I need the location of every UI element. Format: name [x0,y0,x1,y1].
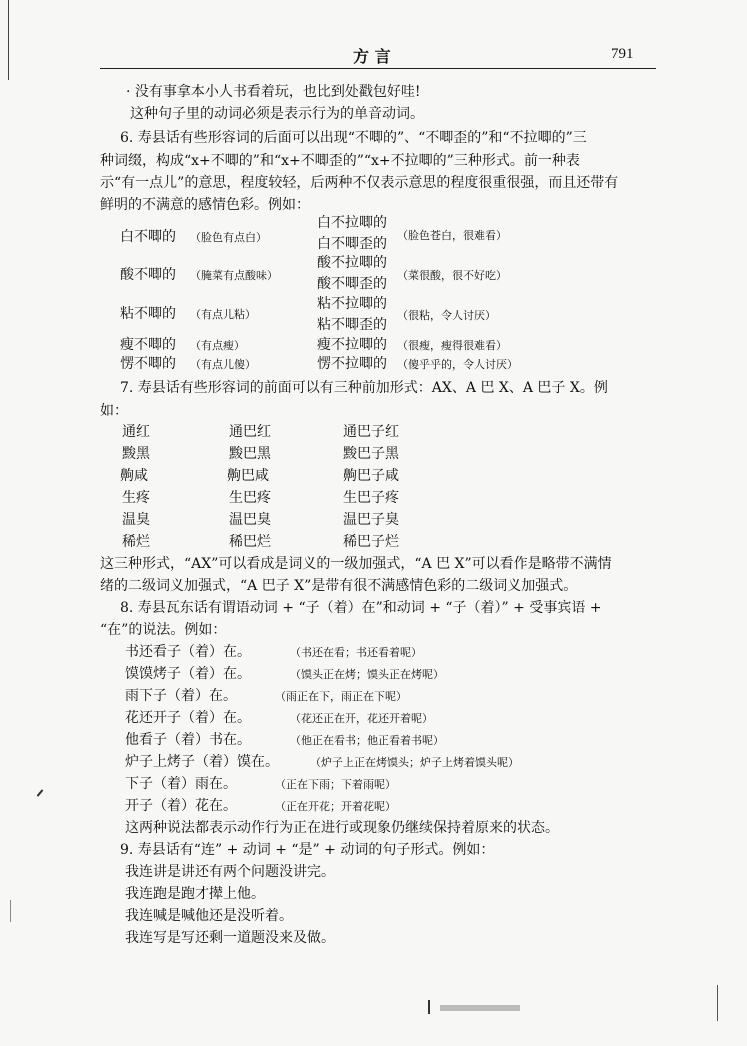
example-gloss: （炉子上正在烤馍头；炉子上烤着馍头呢） [310,756,519,769]
prefix-form: 黢黑 [122,446,150,462]
body-line: “在”的说法。例如： [100,622,227,638]
scan-margin-line [717,985,718,1021]
adj-word: 白不唧的 [120,229,176,245]
prefix-form: 生巴疼 [229,490,271,506]
body-line: 我连写是写还剩一道题没来及做。 [125,930,335,946]
body-line: 这两种说法都表示动作行为正在进行或现象仍继续保持着原来的状态。 [125,820,559,836]
page-title: 方 言 [353,47,391,66]
body-line: 我连讲是讲还有两个问题没讲完。 [125,864,335,880]
example-sentence: 下子（着）雨在。 [125,776,237,792]
header-divider [100,68,656,69]
example-gloss: （馍头正在烤；馍头正在烤呢） [290,668,444,681]
example-sentence: 书还看子（着）在。 [125,644,251,660]
example-gloss: （正在开花；开着花呢） [275,800,396,813]
adj-gloss: （菜很酸，很不好吃） [397,269,507,282]
prefix-form: 温巴子臭 [343,512,399,528]
prefix-form: 通巴红 [229,424,271,440]
example-sentence: 花还开子（着）在。 [125,710,251,726]
body-line: 这三种形式，“AX”可以看成是词义的一级加强式，“A 巴 X”可以看作是略带不满情 [100,556,612,572]
prefix-form: 稀巴子烂 [343,534,399,550]
body-line: 9. 寿县话有“连” + 动词 + “是” + 动词的句子形式。例如： [120,842,495,858]
adj-gloss: （很瘦，瘦得很难看） [397,339,507,352]
adj-gloss: （有点儿傻） [190,358,256,371]
example-sentence: 开子（着）花在。 [125,798,237,814]
body-line: 示“有一点儿”的意思，程度较轻，后两种不仅表示意思的程度很重很强，而且还带有 [100,175,619,191]
body-line: 鲜明的不满意的感情色彩。例如： [100,197,310,213]
body-line: 6. 寿县话有些形容词的后面可以出现“不唧的”、“不唧歪的”和“不拉唧的”三 [120,130,587,146]
adj-word: 酸不唧的 [120,267,176,283]
prefix-form: 黢巴子黑 [343,446,399,462]
prefix-form: 齁咸 [120,468,148,484]
adj-gloss: （很粘，令人讨厌） [397,309,496,322]
adj-gloss: （脸色有点白） [190,231,267,244]
adj-word: 酸不唧歪的 [317,276,387,292]
body-line: 这种句子里的动词必须是表示行为的单音动词。 [130,106,424,122]
adj-gloss: （有点瘦） [190,339,245,352]
prefix-form: 温巴臭 [229,512,271,528]
prefix-form: 稀烂 [122,534,150,550]
body-line: 如： [100,403,128,419]
adj-word: 粘不唧歪的 [317,317,387,333]
prefix-form: 生疼 [122,490,150,506]
body-line: 种词缀，构成“x+不唧的”和“x+不唧歪的”“x+不拉唧的”三种形式。前一种表 [100,153,580,169]
prefix-form: 稀巴烂 [229,534,271,550]
scan-margin-line [8,0,9,80]
body-line: 7. 寿县话有些形容词的前面可以有三种前加形式：AX、A 巴 X、A 巴子 X。例 [120,380,608,396]
prefix-form: 通红 [122,424,150,440]
example-gloss: （花还正在开，花还开着呢） [290,712,433,725]
example-gloss: （他正在看书；他正看着书呢） [290,734,444,747]
scan-mark [428,1000,430,1014]
body-line: 绪的二级词义加强式，“A 巴子 X”是带有很不满感情色彩的二级词义加强式。 [100,578,578,594]
prefix-form: 齁巴咸 [227,468,269,484]
adj-gloss: （脸色苍白，很难看） [397,229,507,242]
example-gloss: （书还在看；书还看着呢） [290,646,422,659]
adj-gloss: （腌菜有点酸味） [190,269,278,282]
body-line: 我连喊是喊他还是没听着。 [125,908,293,924]
example-sentence: 炉子上烤子（着）馍在。 [125,754,279,770]
body-line: 8. 寿县瓦东话有谓语动词 + “子（着）在”和动词 + “子（着）” + 受事宾语 + [120,600,602,616]
body-line: · 没有事拿本小人书看着玩，也比到处戳包好哇! [126,84,421,100]
adj-word: 愣不唧的 [120,356,176,372]
adj-word: 白不唧歪的 [317,236,387,252]
prefix-form: 黢巴黑 [229,446,271,462]
example-sentence: 他看子（着）书在。 [125,732,251,748]
example-gloss: （正在下雨；下着雨呢） [275,778,396,791]
scan-mark [10,900,11,922]
prefix-form: 温臭 [122,512,150,528]
adj-word: 愣不拉唧的 [317,356,387,372]
adj-word: 粘不唧的 [120,306,176,322]
adj-word: 瘦不唧的 [120,337,176,353]
adj-word: 瘦不拉唧的 [317,337,387,353]
prefix-form: 齁巴子咸 [343,468,399,484]
adj-word: 白不拉唧的 [317,215,387,231]
example-sentence: 雨下子（着）在。 [125,688,237,704]
body-line: 我连跑是跑才撵上他。 [125,886,265,902]
example-sentence: 馍馍烤子（着）在。 [125,666,251,682]
prefix-form: 生巴子疼 [343,490,399,506]
example-gloss: （雨正在下，雨正在下呢） [275,690,407,703]
scan-noise [440,1005,520,1011]
adj-gloss: （傻乎乎的，令人讨厌） [397,358,518,371]
scan-mark [37,789,44,796]
adj-gloss: （有点儿粘） [190,308,256,321]
adj-word: 酸不拉唧的 [317,255,387,271]
adj-word: 粘不拉唧的 [317,296,387,312]
page-number: 791 [611,46,634,62]
prefix-form: 通巴子红 [343,424,399,440]
